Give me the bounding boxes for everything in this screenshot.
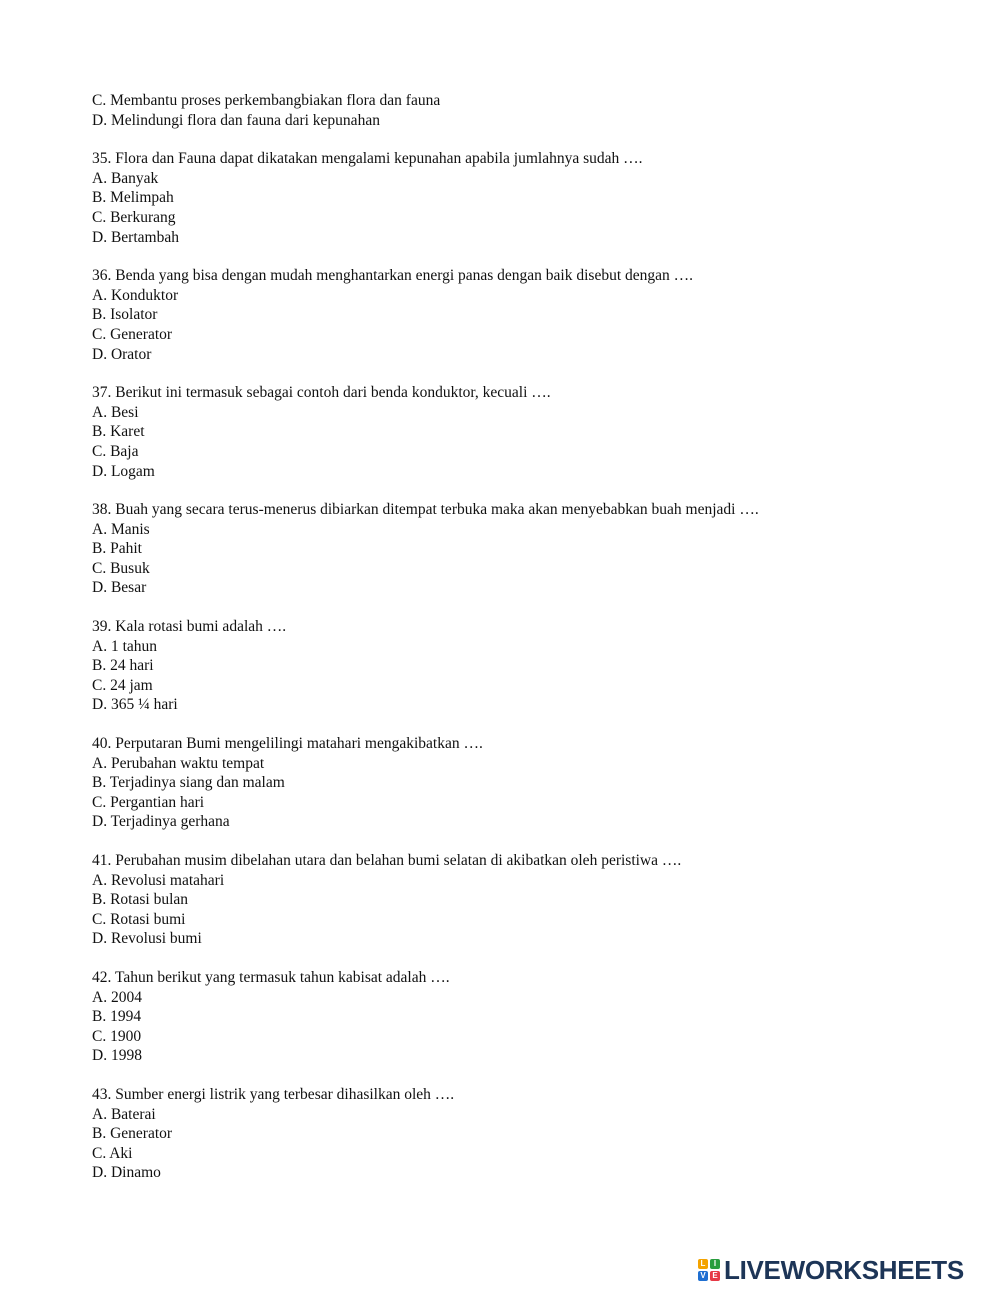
option-b: B. 24 hari (92, 657, 154, 675)
option-d: D. Melindungi flora dan fauna dari kepunahan (92, 111, 380, 129)
option-a: A. Besi (92, 403, 139, 421)
question-prompt: 42. Tahun berikut yang termasuk tahun kabisat adalah …. (92, 968, 450, 986)
option-d: D. 365 ¼ hari (92, 696, 178, 714)
option-d: D. Terjadinya gerhana (92, 813, 230, 831)
question-35 (92, 149, 952, 247)
logo-square: I (710, 1259, 720, 1269)
question-43 (92, 1085, 952, 1183)
option-a: A. 1 tahun (92, 637, 158, 655)
question-prompt: 37. Berikut ini termasuk sebagai contoh dari benda konduktor, kecuali …. (92, 384, 551, 402)
option-d: D. Revolusi bumi (92, 930, 202, 948)
question-prompt: 35. Flora dan Fauna dapat dikatakan mengalami kepunahan apabila jumlahnya sudah …. (92, 150, 643, 168)
question-prompt: 43. Sumber energi listrik yang terbesar dihasilkan oleh …. (92, 1085, 455, 1103)
option-a: A. Konduktor (92, 286, 179, 304)
option-b: B. Karet (92, 423, 145, 441)
option-b: B. Isolator (92, 306, 158, 324)
option-a: A. 2004 (92, 988, 142, 1006)
option-d: D. 1998 (92, 1047, 142, 1065)
question-37 (92, 383, 952, 481)
question-36 (92, 266, 952, 364)
option-b: B. Pahit (92, 540, 142, 558)
option-c: C. 1900 (92, 1027, 142, 1045)
question-prompt: 38. Buah yang secara terus-menerus dibiarkan ditempat terbuka maka akan menyebabkan buah menjadi …. (92, 501, 759, 519)
logo-square: L (698, 1259, 708, 1269)
option-c: C. Busuk (92, 559, 150, 577)
question-38 (92, 500, 952, 598)
question-42 (92, 968, 952, 1066)
logo-square: E (710, 1271, 720, 1281)
question-prompt: 39. Kala rotasi bumi adalah …. (92, 618, 287, 636)
question-40 (92, 734, 952, 832)
option-d: D. Orator (92, 345, 152, 363)
option-c: C. Baja (92, 442, 139, 460)
option-a: A. Revolusi matahari (92, 871, 225, 889)
liveworksheets-logo (698, 1256, 964, 1284)
option-d: D. Besar (92, 579, 147, 597)
option-b: B. Terjadinya siang dan malam (92, 774, 285, 792)
option-d: D. Logam (92, 462, 155, 480)
option-a: A. Baterai (92, 1105, 156, 1123)
option-b: B. Generator (92, 1125, 173, 1143)
option-b: B. 1994 (92, 1008, 142, 1026)
question-prompt: 36. Benda yang bisa dengan mudah menghantarkan energi panas dengan baik disebut dengan …. (92, 267, 694, 285)
question-34-continuation (92, 91, 952, 130)
option-c: C. Generator (92, 325, 173, 343)
option-b: B. Rotasi bulan (92, 891, 189, 909)
option-c: C. 24 jam (92, 676, 153, 694)
option-c: C. Rotasi bumi (92, 910, 186, 928)
option-b: B. Melimpah (92, 189, 174, 207)
logo-square: V (698, 1271, 708, 1281)
worksheet-page (92, 91, 952, 1202)
liveworksheets-mark-icon (698, 1259, 720, 1281)
question-prompt: 40. Perputaran Bumi mengelilingi matahari mengakibatkan …. (92, 735, 483, 753)
option-a: A. Manis (92, 520, 150, 538)
option-a: A. Perubahan waktu tempat (92, 754, 265, 772)
question-39 (92, 617, 952, 715)
option-a: A. Banyak (92, 169, 159, 187)
question-41 (92, 851, 952, 949)
question-prompt: 41. Perubahan musim dibelahan utara dan belahan bumi selatan di akibatkan oleh peristiwa …. (92, 852, 682, 869)
logo-wordmark: LIVEWORKSHEETS (724, 1255, 964, 1285)
option-d: D. Dinamo (92, 1164, 161, 1182)
option-d: D. Bertambah (92, 228, 179, 246)
option-c: C. Membantu proses perkembangbiakan flora dan fauna (92, 92, 441, 109)
option-c: C. Berkurang (92, 208, 176, 226)
option-c: C. Aki (92, 1144, 133, 1162)
option-c: C. Pergantian hari (92, 793, 205, 811)
